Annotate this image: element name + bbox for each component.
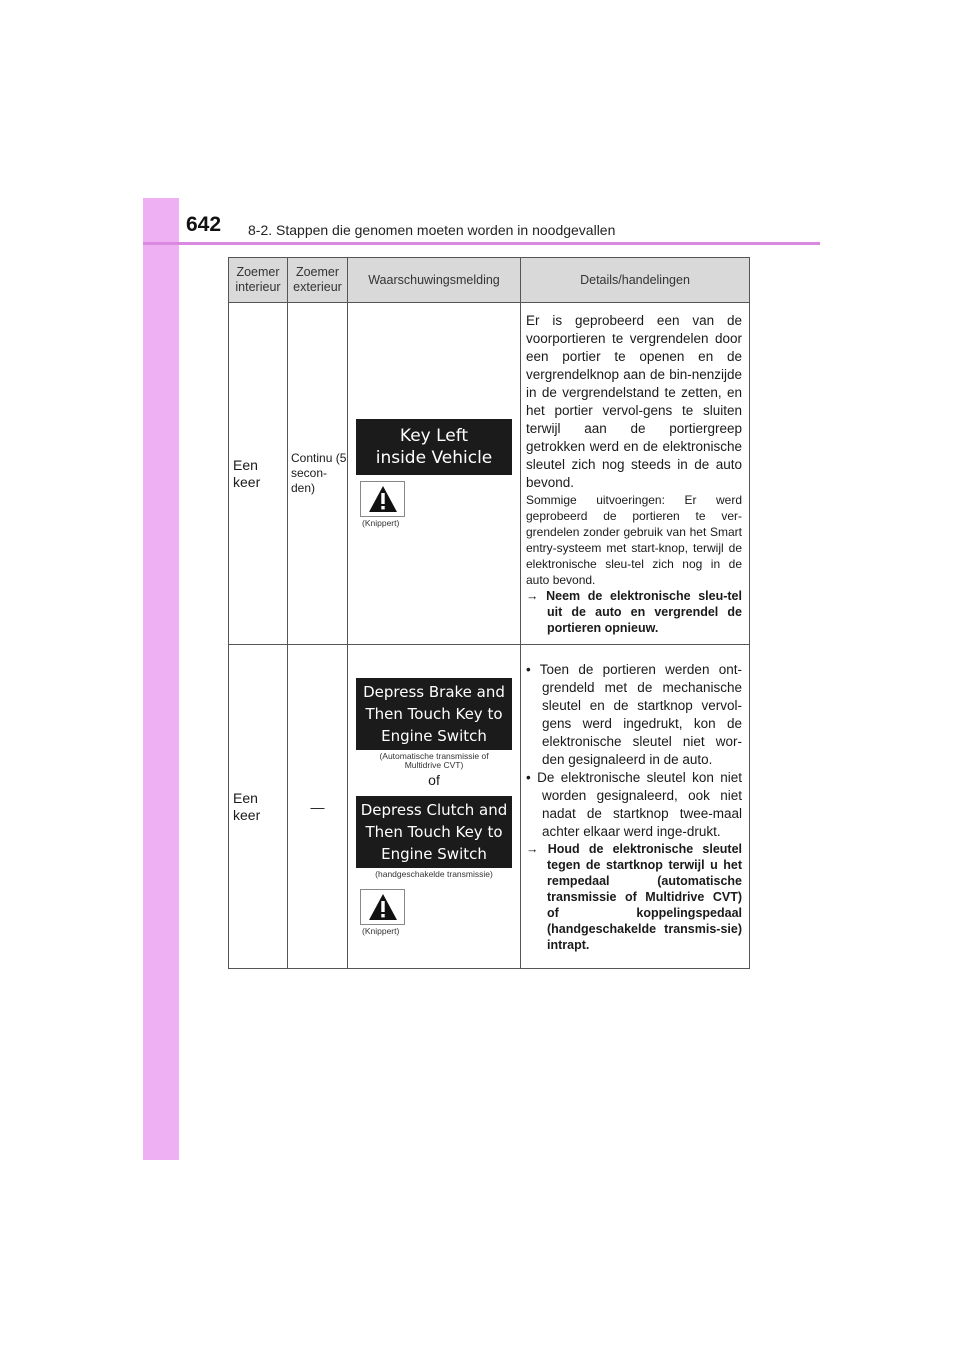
details-variant-text: Sommige uitvoeringen: Er werd geprobeerd de portieren te ver-grendelen zonder gebruik van het Smart entry-systeem met start-knop, terwijl de elektronische sleu-tel zich nog in de auto bevond. — [526, 492, 742, 587]
warning-triangle-icon — [368, 893, 398, 921]
interior-buzzer-cell: Een keer — [229, 645, 288, 969]
details-text: Er is geprobeerd een van de voorportieren te vergrendelen door een portier te openen en de vergrendelknop aan de bin-nenzijde in de vergrendelstand te zetten, en het portier vervol-gens te sluiten terwijl aan de portiergreep getrokken werd en de elektronische sleutel zich nog steeds in de auto bevond. — [526, 312, 742, 490]
table-header-row — [229, 258, 750, 303]
table-row — [229, 303, 750, 645]
manual-caption: (handgeschakelde transmissie) — [375, 868, 493, 879]
side-tab-strip — [143, 198, 179, 1160]
interior-buzzer-cell: Een keer — [229, 303, 288, 645]
display-line: Depress Brake and — [363, 682, 505, 701]
message-cell — [348, 303, 521, 645]
exterior-buzzer-cell: — — [288, 645, 348, 969]
header-rule — [143, 242, 820, 245]
action-text: → Neem de elektronische sleu-tel uit de auto en vergrendel de portieren opnieuw. — [526, 588, 742, 635]
message-cell — [348, 645, 521, 969]
depress-brake-display — [356, 678, 512, 750]
warning-triangle-icon — [368, 485, 398, 513]
details-cell — [521, 303, 750, 645]
display-line: Engine Switch — [381, 726, 487, 745]
or-text: of — [428, 771, 440, 788]
col-header-interior: Zoemer interieur — [229, 258, 288, 303]
details-cell — [521, 645, 750, 969]
col-header-details: Details/handelingen — [521, 258, 750, 303]
chapter-title: 8-2. Stappen die genomen moeten worden in noodgevallen — [248, 222, 616, 238]
details-bullet: • De elektronische sleutel kon niet worden gesignaleerd, ook niet nadat de startknop twee-maal achter elkaar werd inge-drukt. — [526, 769, 742, 839]
warning-table — [228, 257, 750, 969]
cvt-caption: (Automatische transmissie of Multidrive CVT) — [379, 750, 489, 770]
blink-caption: (Knippert) — [362, 518, 400, 528]
display-line: Key Left — [399, 426, 469, 446]
display-line: Depress Clutch and — [360, 800, 508, 819]
blink-caption: (Knippert) — [362, 925, 400, 936]
display-line: Then Touch Key to — [365, 704, 503, 723]
key-left-display — [356, 419, 512, 475]
master-warning-light — [360, 481, 405, 517]
display-line: Then Touch Key to — [365, 822, 503, 841]
exterior-buzzer-cell: Continu (5 secon-den) — [288, 303, 348, 645]
display-line: inside Vehicle — [375, 448, 493, 468]
master-warning-light — [360, 889, 405, 925]
details-bullet: • Toen de portieren werden ont-grendeld met de mechanische sleutel en de startknop vervol-gens werd ingedrukt, kon de elektronische sleutel niet wor-den gesignaleerd in de auto. — [526, 661, 742, 767]
display-line: Engine Switch — [381, 844, 487, 863]
col-header-message: Waarschuwingsmelding — [348, 258, 521, 303]
table-row — [229, 645, 750, 969]
action-text: → Houd de elektronische sleutel tegen de startknop terwijl u het rempedaal (automatische transmissie of Multidrive CVT) of koppelingspedaal (handgeschakelde transmis-sie) intrapt. — [526, 841, 742, 952]
page-number: 642 — [186, 213, 222, 236]
col-header-exterior: Zoemer exterieur — [288, 258, 348, 303]
depress-clutch-display — [356, 796, 512, 868]
